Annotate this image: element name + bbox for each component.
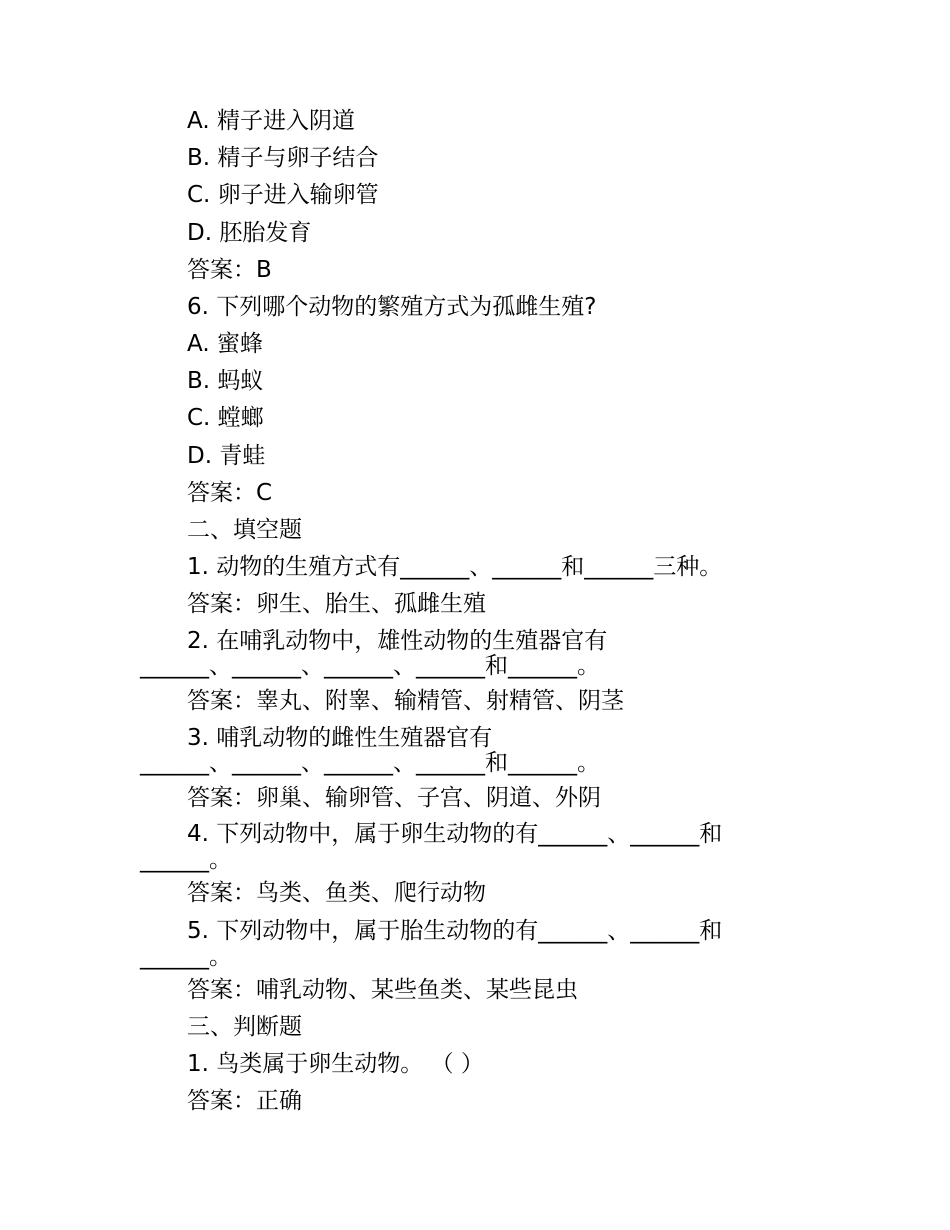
fill-question-5: 5. 下列动物中，属于胎生动物的有______、______和	[187, 918, 723, 944]
fill-question-4: 4. 下列动物中，属于卵生动物的有______、______和	[187, 821, 723, 847]
option-b: B. 精子与卵子结合	[187, 145, 379, 171]
answer-line: 答案：C	[187, 480, 273, 506]
fill-question-4-wrap: ______。	[140, 847, 232, 873]
answer-line: 答案：睾丸、附睾、输精管、射精管、阴茎	[187, 688, 624, 714]
option-a: A. 蜜蜂	[187, 331, 263, 357]
question-6: 6. 下列哪个动物的繁殖方式为孤雌生殖?	[187, 294, 597, 320]
answer-line: 答案：卵巢、输卵管、子宫、阴道、外阴	[187, 785, 601, 811]
fill-question-1: 1. 动物的生殖方式有______、______和______三种。	[187, 554, 723, 580]
answer-line: 答案：正确	[187, 1088, 302, 1114]
fill-question-2: 2. 在哺乳动物中，雄性动物的生殖器官有	[187, 628, 608, 654]
option-c: C. 卵子进入输卵管	[187, 182, 379, 208]
option-d: D. 胚胎发育	[187, 220, 312, 246]
answer-line: 答案：B	[187, 257, 272, 283]
answer-line: 答案：卵生、胎生、孤雌生殖	[187, 591, 486, 617]
fill-question-2-blanks: ______、______、______、______和______。	[140, 653, 600, 679]
option-b: B. 蚂蚁	[187, 368, 264, 394]
fill-question-3: 3. 哺乳动物的雌性生殖器官有	[187, 725, 493, 751]
section-heading-true-false: 三、判断题	[187, 1014, 302, 1040]
judge-question-1: 1. 鸟类属于卵生动物。 （ ）	[187, 1051, 484, 1077]
fill-question-3-blanks: ______、______、______、______和______。	[140, 750, 600, 776]
section-heading-fill-in: 二、填空题	[187, 517, 302, 543]
option-a: A. 精子进入阴道	[187, 108, 355, 134]
option-c: C. 螳螂	[187, 405, 264, 431]
option-d: D. 青蛙	[187, 443, 266, 469]
answer-line: 答案：哺乳动物、某些鱼类、某些昆虫	[187, 977, 578, 1003]
fill-question-5-wrap: ______。	[140, 944, 232, 970]
answer-line: 答案：鸟类、鱼类、爬行动物	[187, 880, 486, 906]
